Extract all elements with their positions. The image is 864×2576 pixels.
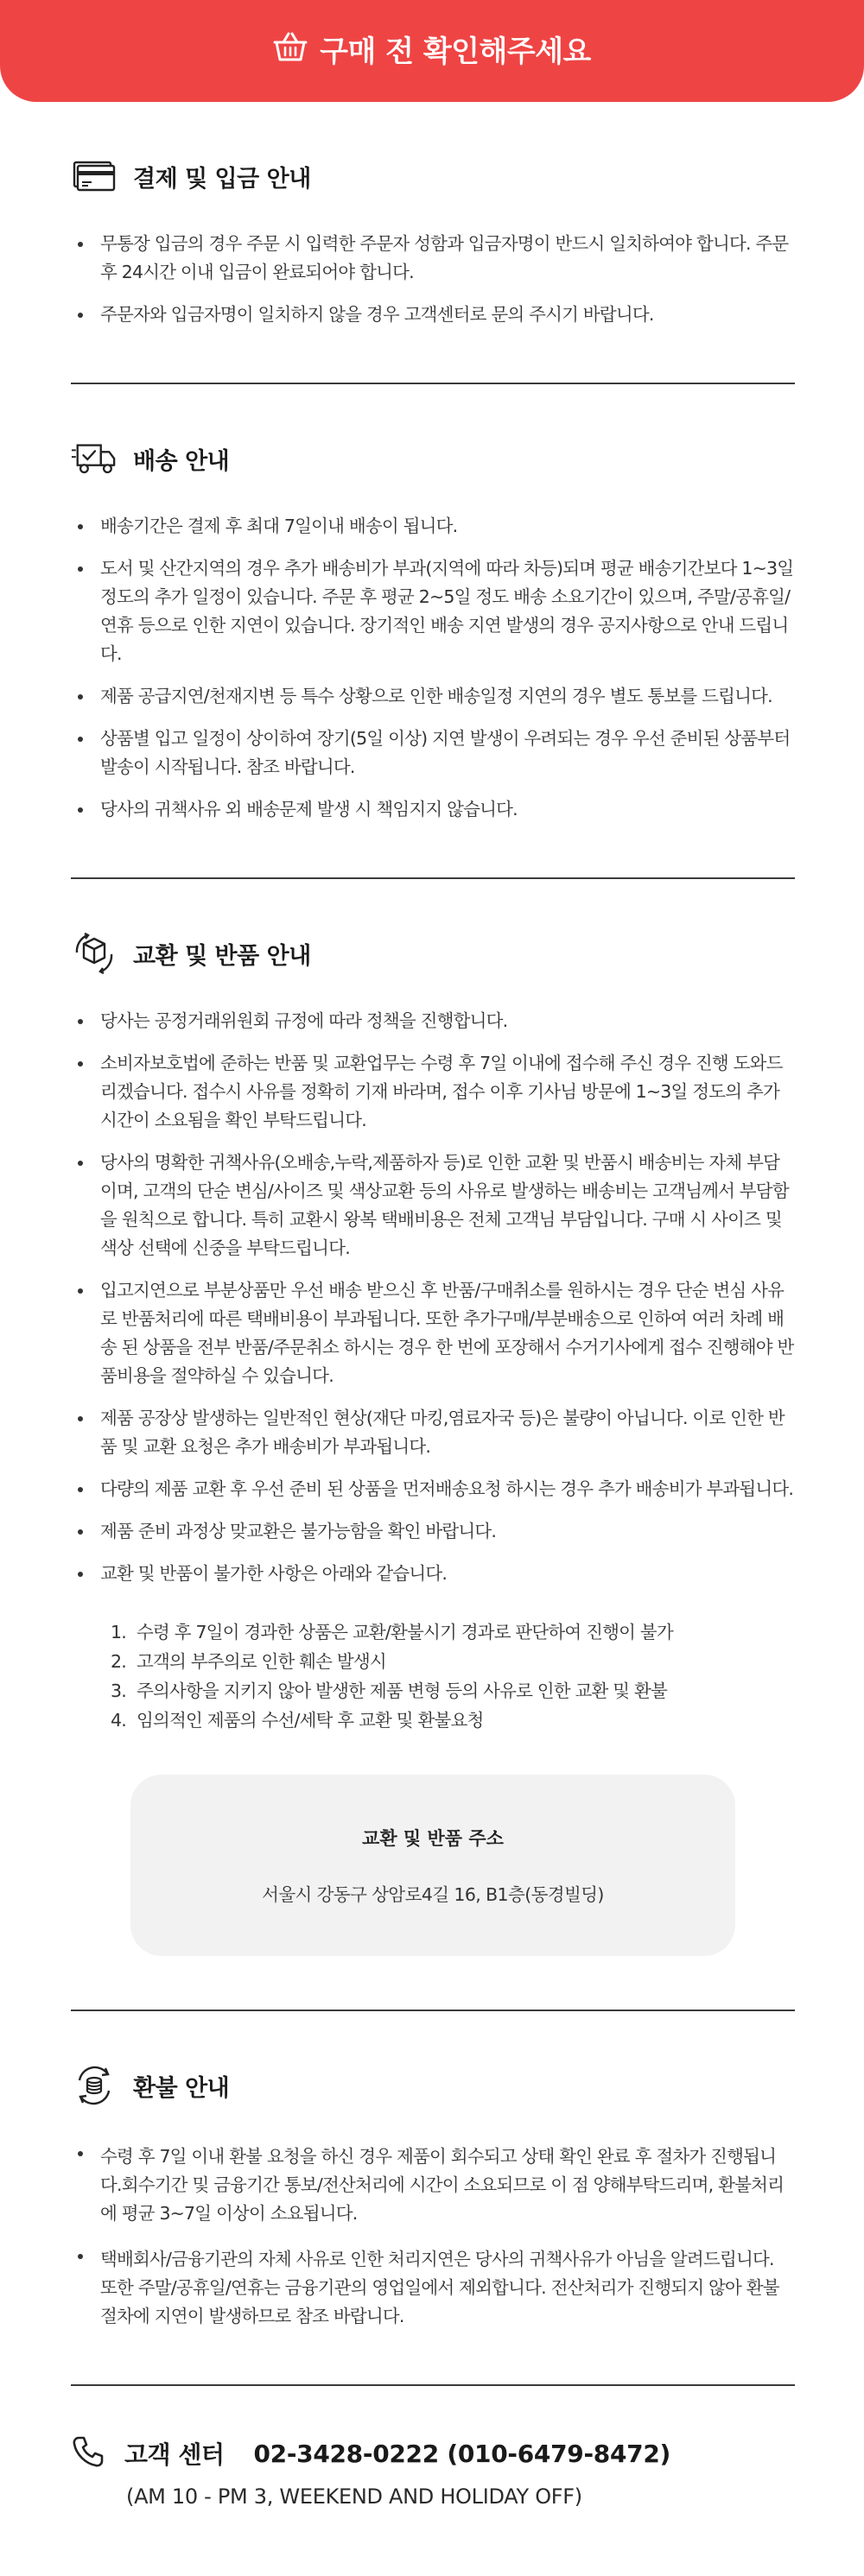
list-item: 다량의 제품 교환 후 우선 준비 된 상품을 먼저배송요청 하시는 경우 추가 배송비가 부과됩니다. <box>71 1475 795 1503</box>
phone-icon <box>71 2434 105 2472</box>
header-banner <box>0 0 864 102</box>
list-item: 도서 및 산간지역의 경우 추가 배송비가 부과(지역에 따라 차등)되며 평균 배송기간보다 1~3일 정도의 추가 일정이 있습니다. 주문 후 평균 2~5일 정도 배송 소요기간이 있으며, 주말/공휴일/연휴 등으로 인한 지연이 있습니다. 장기적인 배송 지연 발생의 경우 공지사항으로 안내 드립니다. <box>71 554 795 668</box>
card-icon <box>71 155 118 197</box>
contact-label: 고객 센터 <box>124 2440 225 2469</box>
item-number: 1. <box>111 1622 126 1642</box>
item-text: 주의사항을 지키지 않아 발생한 제품 변형 등의 사유로 인한 교환 및 환불 <box>137 1680 667 1701</box>
refund-list <box>71 2139 795 2331</box>
numbered-item <box>111 1647 795 1676</box>
numbered-item <box>111 1617 795 1647</box>
non-returnable-list <box>111 1617 795 1735</box>
shipping-section <box>71 384 795 879</box>
shipping-title: 배송 안내 <box>133 447 230 475</box>
shipping-list <box>71 512 795 824</box>
exchange-title: 교환 및 반품 안내 <box>133 942 311 970</box>
return-address-box <box>130 1775 735 1956</box>
list-item: 소비자보호법에 준하는 반품 및 교환업무는 수령 후 7일 이내에 접수해 주신 경우 진행 도와드리겠습니다. 접수시 사유를 정확히 기재 바라며, 접수 이후 기사님 방문에 1~3일 정도의 추가 시간이 소요됨을 확인 부탁드립니다. <box>71 1049 795 1135</box>
payment-title: 결제 및 입금 안내 <box>133 165 311 193</box>
item-number: 4. <box>111 1710 126 1731</box>
basket-icon <box>273 31 308 66</box>
list-item: 입고지연으로 부분상품만 우선 배송 받으신 후 반품/구매취소를 원하시는 경우 단순 변심 사유로 반품처리에 따른 택배비용이 부과됩니다. 또한 추가구매/부분배송으로 인하여 여러 차례 배송 된 상품을 전부 반품/주문취소 하시는 경우 한 번에 포장해서 수거기사에게 접수 진행해야 반품비용을 절약하실 수 있습니다. <box>71 1276 795 1390</box>
list-item: 당사의 귀책사유 외 배송문제 발생 시 책임지지 않습니다. <box>71 795 795 824</box>
contact-hours: (AM 10 - PM 3, WEEKEND AND HOLIDAY OFF) <box>126 2484 582 2509</box>
numbered-item <box>111 1706 795 1735</box>
refund-header <box>71 2065 795 2106</box>
item-text: 고객의 부주의로 인한 훼손 발생시 <box>137 1651 386 1672</box>
list-item: 무통장 입금의 경우 주문 시 입력한 주문자 성함과 입금자명이 반드시 일치하여야 합니다. 주문 후 24시간 이내 입금이 완료되어야 합니다. <box>71 230 795 287</box>
payment-section <box>71 102 795 384</box>
item-number: 2. <box>111 1651 126 1672</box>
shipping-header <box>71 438 795 479</box>
contact-row <box>71 2434 795 2472</box>
list-item: 교환 및 반품이 불가한 사항은 아래와 같습니다. <box>71 1560 795 1588</box>
contact-phone[interactable]: 02-3428-0222 (010-6479-8472) <box>253 2439 671 2468</box>
refund-coin-icon <box>71 2065 118 2106</box>
list-item: 수령 후 7일 이내 환불 요청을 하신 경우 제품이 회수되고 상태 확인 완료 후 절차가 진행됩니다.회수기간 및 금융기간 통보/전산처리에 시간이 소요되므로 이 점 양해부탁드리며, 환불처리에 평균 3~7일 이상이 소요됩니다. <box>71 2139 795 2228</box>
item-number: 3. <box>111 1680 126 1701</box>
address-title: 교환 및 반품 주소 <box>362 1828 504 1849</box>
item-text: 수령 후 7일이 경과한 상품은 교환/환불시기 경과로 판단하여 진행이 불가 <box>137 1622 673 1642</box>
exchange-section <box>71 879 795 2011</box>
list-item: 당사의 명확한 귀책사유(오배송,누락,제품하자 등)로 인한 교환 및 반품시 배송비는 자체 부담이며, 고객의 단순 변심/사이즈 및 색상교환 등의 사유로 발생하는 배송비는 고객님께서 부담함을 원칙으로 합니다. 특히 교환시 왕복 택배비용은 전체 고객님 부담입니다. 구매 시 사이즈 및 색상 선택에 신중을 부탁드립니다. <box>71 1149 795 1263</box>
address-text: 서울시 강동구 상암로4길 16, B1층(동경빌딩) <box>262 1884 604 1905</box>
exchange-list <box>71 1007 795 1588</box>
numbered-item <box>111 1676 795 1706</box>
truck-icon <box>71 438 118 479</box>
list-item: 상품별 입고 일정이 상이하여 장기(5일 이상) 지연 발생이 우려되는 경우 우선 준비된 상품부터 발송이 시작됩니다. 참조 바랍니다. <box>71 725 795 782</box>
refund-title: 환불 안내 <box>133 2074 230 2102</box>
exchange-header <box>71 933 795 974</box>
box-exchange-icon <box>71 933 118 974</box>
refund-section <box>71 2011 795 2386</box>
list-item: 택배회사/금융기관의 자체 사유로 인한 처리지연은 당사의 귀책사유가 아님을 알려드립니다. 또한 주말/공휴일/연휴는 금융기관의 영업일에서 제외합니다. 전산처리가 진행되지 않아 환불 절차에 지연이 발생하므로 참조 바랍니다. <box>71 2242 795 2331</box>
list-item: 제품 공급지연/천재지변 등 특수 상황으로 인한 배송일정 지연의 경우 별도 통보를 드립니다. <box>71 682 795 711</box>
list-item: 당사는 공정거래위원회 규정에 따라 정책을 진행합니다. <box>71 1007 795 1035</box>
list-item: 제품 준비 과정상 맞교환은 불가능함을 확인 바랍니다. <box>71 1517 795 1546</box>
list-item: 주문자와 입금자명이 일치하지 않을 경우 고객센터로 문의 주시기 바랍니다. <box>71 301 795 329</box>
contact-section <box>71 2386 795 2509</box>
guide-content <box>71 102 795 2509</box>
list-item: 배송기간은 결제 후 최대 7일이내 배송이 됩니다. <box>71 512 795 541</box>
item-text: 임의적인 제품의 수선/세탁 후 교환 및 환불요청 <box>137 1710 484 1731</box>
list-item: 제품 공장상 발생하는 일반적인 현상(재단 마킹,염료자국 등)은 불량이 아닙니다. 이로 인한 반품 및 교환 요청은 추가 배송비가 부과됩니다. <box>71 1404 795 1461</box>
banner-title: 구매 전 확인해주세요 <box>320 34 591 69</box>
payment-header <box>71 155 795 197</box>
payment-list <box>71 230 795 329</box>
